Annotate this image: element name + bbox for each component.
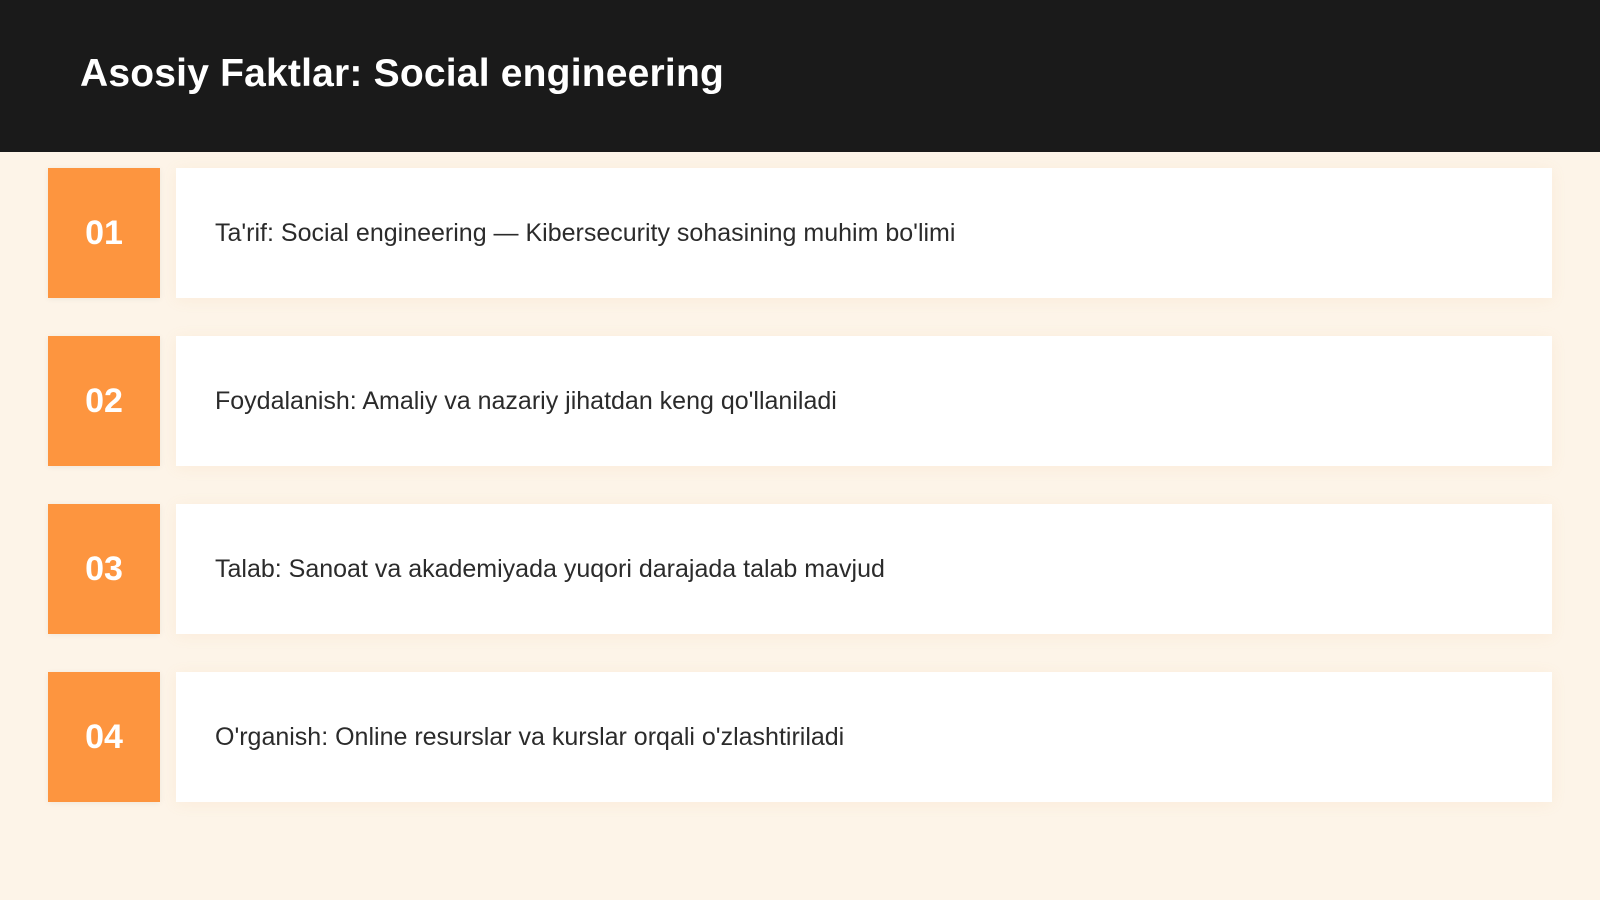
- slide-title: Asosiy Faktlar: Social engineering: [80, 52, 724, 95]
- fact-number: 03: [85, 549, 123, 588]
- fact-text: Foydalanish: Amaliy va nazariy jihatdan keng qo'llaniladi: [215, 386, 837, 415]
- fact-card: [176, 168, 1552, 298]
- fact-item-4: [48, 672, 1552, 802]
- fact-number: 01: [85, 213, 123, 252]
- fact-number-badge: [48, 168, 160, 298]
- fact-card: [176, 504, 1552, 634]
- fact-text: O'rganish: Online resurslar va kurslar orqali o'zlashtiriladi: [215, 722, 845, 751]
- fact-card: [176, 672, 1552, 802]
- fact-text: Ta'rif: Social engineering — Kibersecurity sohasining muhim bo'limi: [215, 218, 956, 247]
- fact-number: 02: [85, 381, 123, 420]
- fact-list: [48, 168, 1552, 840]
- fact-number-badge: [48, 672, 160, 802]
- fact-number: 04: [85, 717, 123, 756]
- fact-number-badge: [48, 336, 160, 466]
- fact-item-3: [48, 504, 1552, 634]
- fact-item-1: [48, 168, 1552, 298]
- slide-header: [0, 0, 1600, 152]
- fact-number-badge: [48, 504, 160, 634]
- fact-text: Talab: Sanoat va akademiyada yuqori darajada talab mavjud: [215, 554, 885, 583]
- fact-item-2: [48, 336, 1552, 466]
- fact-card: [176, 336, 1552, 466]
